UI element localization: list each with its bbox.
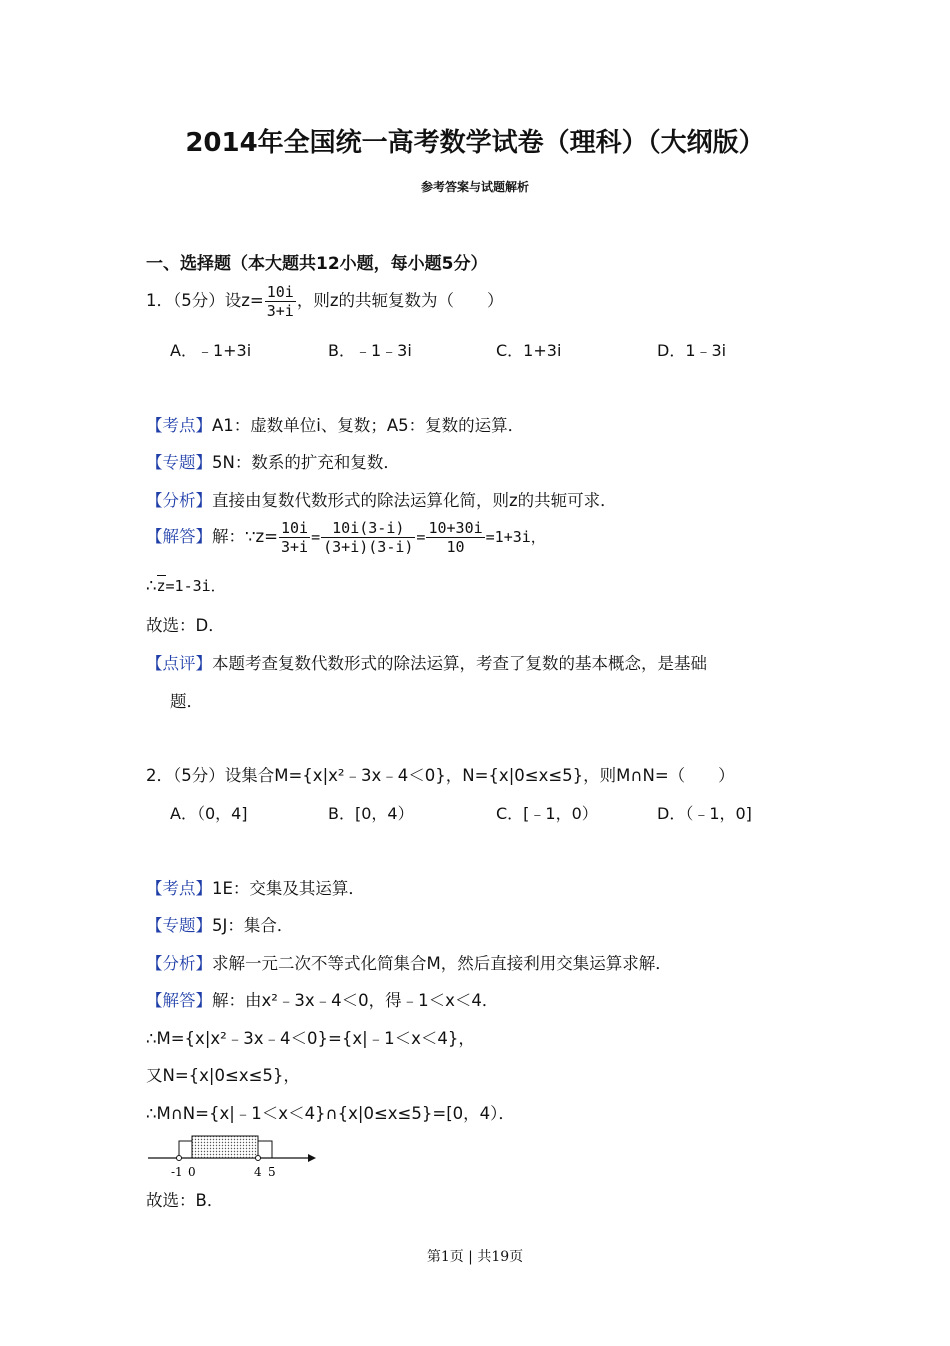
q1-conjugate: ∴z=1-3i． — [146, 576, 226, 595]
q2-option-a: A．（0，4] — [170, 804, 248, 823]
q1-dianping-cont: 题． — [170, 692, 203, 711]
q2-answer: 故选：B． — [146, 1191, 224, 1210]
axis-arrow — [308, 1154, 316, 1162]
q2-option-b: B．[0，4） — [328, 804, 414, 823]
page-footer: 第1页 | 共19页 — [426, 1249, 524, 1265]
page-subtitle: 参考答案与试题解析 — [420, 180, 529, 194]
q2-line-4: ∴M∩N={x|﹣1＜x＜4}∩{x|0≤x≤5}=[0，4）． — [146, 1104, 515, 1123]
question-2-stem: 2．（5分）设集合M={x|x²﹣3x﹣4＜0}，N={x|0≤x≤5}，则M∩N=（ ） — [146, 766, 735, 785]
q2-line-2: ∴M={x|x²﹣3x﹣4＜0}={x|﹣1＜x＜4}， — [146, 1029, 475, 1048]
q1-option-b: B．﹣1﹣3i — [328, 341, 412, 360]
question-1-stem: 1．（5分）设z= $\frac{10i}{3+i}$ ，则z的共轭复数为（ ） — [146, 283, 504, 320]
q1-fenxi: 【分析】直接由复数代数形式的除法运算化简，则z的共轭可求． — [146, 491, 617, 510]
q1-dianping: 【点评】本题考查复数代数形式的除法运算，考查了复数的基本概念，是基础 — [146, 654, 707, 673]
q2-zhuanti: 【专题】5J：集合． — [146, 916, 294, 935]
fraction: $\frac{10i}{3+i}$ — [266, 283, 294, 320]
q1-option-a: A．﹣1+3i — [170, 341, 252, 360]
q1-answer: 故选：D． — [146, 616, 225, 635]
q1-jieda: 【解答】解：∵z= $\frac{10i}{3+i}$ = $\frac{10i(3-i)}{(3+i)(3-i)}$ = $\frac{10+30i}{10}$ =1+3i， — [146, 519, 546, 556]
q2-jieda: 【解答】解：由x²﹣3x﹣4＜0，得﹣1＜x＜4． — [146, 991, 499, 1010]
q1-zhuanti: 【专题】5N：数系的扩充和复数． — [146, 453, 400, 472]
q2-option-c: C．[﹣1，0） — [496, 804, 598, 823]
q1-option-c: C．1+3i — [496, 341, 562, 360]
open-point-neg1 — [177, 1156, 182, 1161]
page-title: 2014年全国统一高考数学试卷（理科）（大纲版） — [185, 128, 765, 158]
q2-line-3: 又N={x|0≤x≤5}， — [146, 1066, 300, 1085]
number-line-diagram — [146, 1132, 318, 1180]
q1-kaodian: 【考点】A1：虚数单位i、复数；A5：复数的运算． — [146, 416, 525, 435]
tick-label-5: 5 — [268, 1165, 276, 1179]
tick-label-4: 4 — [254, 1165, 262, 1179]
tick-label-0: 0 — [188, 1165, 196, 1179]
q2-fenxi: 【分析】求解一元二次不等式化简集合M，然后直接利用交集运算求解． — [146, 954, 672, 973]
q1-option-d: D．1﹣3i — [657, 341, 727, 360]
q2-kaodian: 【考点】1E：交集及其运算． — [146, 879, 365, 898]
q2-option-d: D．（﹣1，0] — [657, 804, 752, 823]
open-point-4 — [256, 1156, 261, 1161]
set-m-bracket — [192, 1136, 258, 1158]
section-heading: 一、选择题（本大题共12小题，每小题5分） — [146, 254, 488, 274]
tick-label-neg1: -1 — [171, 1165, 183, 1179]
